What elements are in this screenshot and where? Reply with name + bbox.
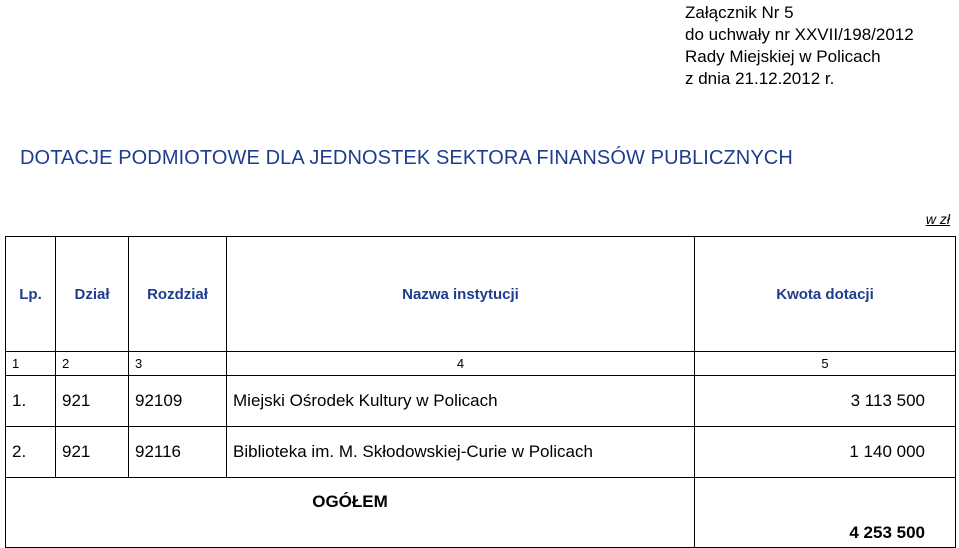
row-nazwa: Miejski Ośrodek Kultury w Policach xyxy=(227,376,695,427)
annex-line-2: do uchwały nr XXVII/198/2012 xyxy=(685,25,914,44)
row-lp: 1. xyxy=(6,376,56,427)
column-number: 4 xyxy=(227,352,695,376)
row-dzial: 921 xyxy=(56,376,129,427)
subsidies-table xyxy=(5,236,956,548)
document-title: DOTACJE PODMIOTOWE DLA JEDNOSTEK SEKTORA FINANSÓW PUBLICZNYCH xyxy=(20,147,793,169)
annex-line-1: Załącznik Nr 5 xyxy=(685,3,794,22)
row-kwota: 1 140 000 xyxy=(695,427,956,478)
header-nazwa: Nazwa instytucji xyxy=(227,237,695,352)
column-number-row xyxy=(6,352,956,376)
column-number: 5 xyxy=(695,352,956,376)
currency-unit: w zł xyxy=(925,211,950,227)
row-rozdzial: 92116 xyxy=(129,427,227,478)
row-lp: 2. xyxy=(6,427,56,478)
total-row xyxy=(6,478,956,548)
total-label: OGÓŁEM xyxy=(6,478,695,548)
row-dzial: 921 xyxy=(56,427,129,478)
header-kwota: Kwota dotacji xyxy=(695,237,956,352)
annex-line-4: z dnia 21.12.2012 r. xyxy=(685,69,835,88)
total-amount: 4 253 500 xyxy=(695,478,956,548)
annex-header xyxy=(685,2,914,90)
row-kwota: 3 113 500 xyxy=(695,376,956,427)
row-rozdzial: 92109 xyxy=(129,376,227,427)
table-row xyxy=(6,376,956,427)
table-header-row xyxy=(6,237,956,352)
header-rozdzial: Rozdział xyxy=(129,237,227,352)
row-nazwa: Biblioteka im. M. Skłodowskiej-Curie w Policach xyxy=(227,427,695,478)
column-number: 1 xyxy=(6,352,56,376)
column-number: 2 xyxy=(56,352,129,376)
header-dzial: Dział xyxy=(56,237,129,352)
annex-line-3: Rady Miejskiej w Policach xyxy=(685,47,881,66)
table-row xyxy=(6,427,956,478)
column-number: 3 xyxy=(129,352,227,376)
header-lp: Lp. xyxy=(6,237,56,352)
